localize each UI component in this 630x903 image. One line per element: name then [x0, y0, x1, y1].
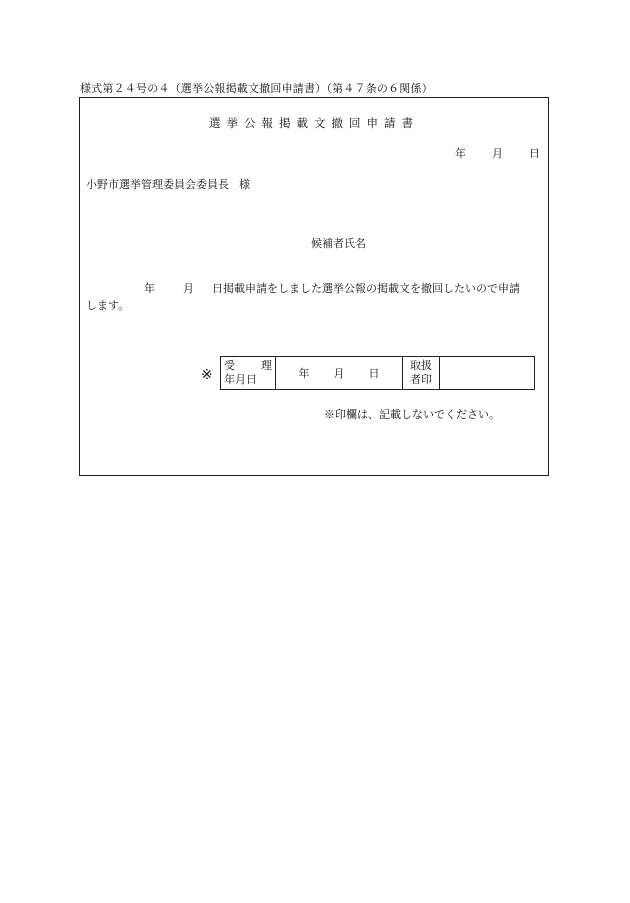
- received-date-cell: [276, 357, 403, 390]
- office-use-table: [220, 356, 535, 390]
- received-label-char2: 理: [261, 359, 272, 372]
- body-text-line1: 日掲載申請をしました選挙公報の掲載文を撤回したいので申請: [212, 282, 520, 295]
- application-date: [455, 145, 540, 161]
- handler-label-line1: 取扱: [410, 359, 432, 372]
- body-year-label: 年: [144, 282, 155, 295]
- received-year-label: 年: [298, 367, 310, 380]
- seal-field-note: ※印欄は、記載しないでください。: [324, 408, 500, 421]
- received-label-line2: 年月日: [224, 373, 257, 386]
- body-month-label: 月: [183, 282, 194, 295]
- date-month-label: 月: [492, 147, 503, 160]
- addressee: [86, 176, 250, 192]
- office-use-mark: ※: [201, 367, 213, 383]
- received-day-label: 日: [368, 367, 380, 380]
- received-month-label: 月: [333, 367, 345, 380]
- addressee-honorific: 様: [239, 178, 250, 191]
- body-text-line2: します。: [86, 299, 130, 312]
- received-label-char1: 受: [224, 359, 235, 372]
- request-statement: [86, 280, 542, 314]
- handler-label-line2: 者印: [410, 373, 432, 386]
- received-date-label-cell: [221, 357, 276, 390]
- date-day-label: 日: [529, 147, 540, 160]
- date-year-label: 年: [455, 147, 466, 160]
- form-number: 様式第２４号の４（選挙公報掲載文撤回申請書）（第４７条の６関係）: [80, 82, 433, 95]
- candidate-name-label: 候補者氏名: [311, 237, 366, 250]
- handler-label-cell: [403, 357, 440, 390]
- addressee-name: 小野市選挙管理委員会委員長: [86, 178, 229, 191]
- document-title: 選挙公報掲載文撤回申請書: [209, 116, 419, 130]
- form-frame: [79, 97, 549, 476]
- handler-seal-cell: [440, 357, 535, 390]
